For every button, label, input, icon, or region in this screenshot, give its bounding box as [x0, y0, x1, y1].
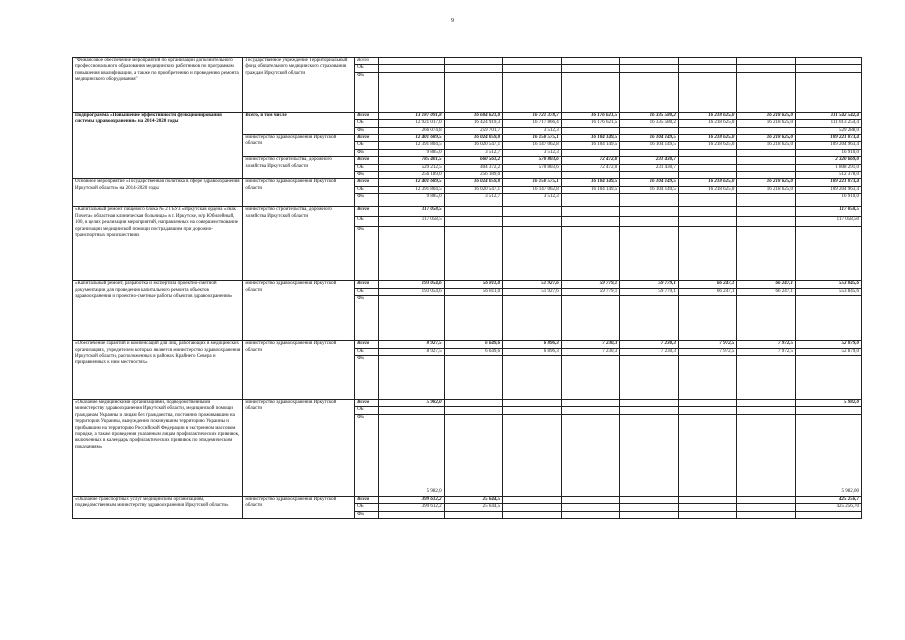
funding-source-label: ОБ	[355, 407, 378, 414]
activity-description: «Оказание транспортных услуг медицинским организациям, подведомственным министерству здравоохранения Иркутской области»	[73, 496, 243, 518]
activity-description: "Финансовое обеспечение мероприятий по организации дополнительного профессионального образования медицинских работников по программам повышения квалификации, а также по приобретению и проведению ремонта медицинского оборудования"	[73, 58, 243, 113]
amount-cell	[620, 511, 679, 518]
table-row	[73, 281, 862, 288]
amount-cell	[378, 72, 444, 112]
amount-cell	[561, 296, 620, 341]
amount-cell	[503, 355, 562, 399]
amount-cell: 7 230,3	[561, 348, 620, 355]
amount-cell: 404 372,2	[444, 164, 503, 171]
amount-cell: 109 221 873,4	[795, 179, 861, 186]
amount-cell	[378, 227, 444, 281]
amount-cell: 51 927,6	[503, 288, 562, 295]
executor-cell: министерство здравоохранения Иркутской области	[243, 179, 355, 207]
funding-source-label: ОБ	[355, 348, 378, 355]
funding-source-label: Всего	[355, 58, 378, 65]
amount-cell	[561, 65, 620, 72]
amount-cell	[737, 504, 796, 511]
amount-cell: 16 335 580,2	[620, 112, 679, 119]
amount-cell: 3 512,3	[503, 194, 562, 207]
amount-cell: 16 218 625,0	[737, 179, 796, 186]
amount-cell: 5 982,0	[378, 399, 444, 406]
funding-source-label: ОБ	[355, 504, 378, 511]
amount-cell: 2 320 669,0	[795, 157, 861, 164]
amount-cell	[737, 194, 796, 207]
amount-cell	[620, 496, 679, 503]
amount-cell	[444, 511, 503, 518]
amount-cell: 66 247,1	[737, 288, 796, 295]
amount-cell: 3 512,7	[444, 194, 503, 207]
amount-cell: 16 104 149,5	[561, 135, 620, 142]
amount-cell: 7 972,5	[737, 341, 796, 348]
amount-cell: 256 189,0	[378, 172, 444, 179]
amount-cell	[561, 72, 620, 112]
amount-cell: 399 612,2	[378, 504, 444, 511]
activity-description: Основное мероприятие «Государственная политика в сфере здравоохранения Иркутской области» на 2014-2020 годы	[73, 179, 243, 207]
funding-source-label: ФБ	[355, 355, 378, 399]
amount-cell	[503, 58, 562, 65]
amount-cell: 425 256,70	[795, 504, 861, 511]
amount-cell	[620, 414, 679, 496]
funding-source-label: ОБ	[355, 217, 378, 227]
funding-source-label: ФБ	[355, 72, 378, 112]
amount-cell: 425 256,7	[795, 496, 861, 503]
amount-cell	[795, 58, 861, 65]
amount-cell	[620, 207, 679, 217]
amount-cell	[678, 172, 737, 179]
executor-cell: министерство здравоохранения Иркутской области	[243, 341, 355, 400]
amount-cell	[561, 207, 620, 217]
amount-cell: 16 717 866,4	[503, 120, 562, 127]
amount-cell	[795, 407, 861, 414]
funding-source-label: ОБ	[355, 120, 378, 127]
amount-cell: 109 221 873,4	[795, 135, 861, 142]
amount-cell	[378, 58, 444, 65]
funding-source-label: Всего	[355, 179, 378, 186]
amount-cell: 16 176 621,5	[561, 112, 620, 119]
amount-cell: 553 845,6	[795, 288, 861, 295]
amount-cell: 7 972,5	[737, 348, 796, 355]
amount-cell: 6 649,6	[444, 348, 503, 355]
amount-cell: 399 612,2	[378, 496, 444, 503]
amount-cell	[737, 149, 796, 156]
executor-cell: министерство здравоохранения Иркутской области	[243, 135, 355, 157]
funding-source-label: ОБ	[355, 164, 378, 171]
amount-cell: 529 212,5	[378, 164, 444, 171]
amount-cell	[737, 407, 796, 414]
amount-cell	[503, 72, 562, 112]
funding-source-label: ФБ	[355, 227, 378, 281]
amount-cell	[620, 227, 679, 281]
amount-cell	[444, 407, 503, 414]
activity-description: «Обеспечение гарантий и компенсаций для лиц, работающих в медицинских организациях, учредителем которых является министерство здравоохранения Иркутской области, расположенных в районах Крайнего Севера и приравненных к ним местностях»	[73, 341, 243, 400]
amount-cell: 16 176 621,5	[561, 120, 620, 127]
amount-cell	[678, 149, 737, 156]
amount-cell: 16 020 547,1	[444, 186, 503, 193]
amount-cell	[378, 65, 444, 72]
funding-source-label: ФБ	[355, 296, 378, 341]
amount-cell: 52 879,0	[795, 348, 861, 355]
amount-cell	[795, 296, 861, 341]
amount-cell	[561, 496, 620, 503]
amount-cell: 59 779,1	[561, 288, 620, 295]
amount-cell: 8 927,5	[378, 341, 444, 348]
amount-cell: 16 104 149,5	[620, 179, 679, 186]
amount-cell	[678, 296, 737, 341]
amount-cell: 7 230,3	[620, 341, 679, 348]
amount-cell: 512 378,0	[795, 172, 861, 179]
amount-cell: 16 104 149,5	[620, 142, 679, 149]
amount-cell: 5 982,0	[378, 414, 444, 496]
amount-cell: 570 803,6	[503, 157, 562, 164]
funding-source-label: Всего	[355, 135, 378, 142]
amount-cell	[378, 407, 444, 414]
amount-cell: 16 218 625,0	[678, 120, 737, 127]
amount-cell	[678, 157, 737, 164]
funding-source-label: Всего	[355, 207, 378, 217]
amount-cell	[737, 72, 796, 112]
amount-cell	[620, 194, 679, 207]
amount-cell: 5 982,00	[795, 414, 861, 496]
amount-cell: 109 204 963,4	[795, 186, 861, 193]
funding-source-label: ФБ	[355, 172, 378, 179]
funding-source-label: ОБ	[355, 288, 378, 295]
executor-cell: министерство здравоохранения Иркутской области	[243, 399, 355, 496]
amount-cell: 16 150 575,1	[503, 135, 562, 142]
amount-cell	[678, 58, 737, 65]
amount-cell: 66 247,1	[737, 281, 796, 288]
amount-cell	[678, 72, 737, 112]
executor-cell: министерство здравоохранения Иркутской области	[243, 281, 355, 341]
amount-cell	[503, 172, 562, 179]
amount-cell: 16 910,0	[795, 149, 861, 156]
amount-cell: 193 054,6	[378, 281, 444, 288]
amount-cell: 16 150 575,1	[503, 179, 562, 186]
amount-cell	[795, 65, 861, 72]
amount-cell: 59 779,1	[620, 288, 679, 295]
amount-cell	[620, 127, 679, 134]
amount-cell	[503, 65, 562, 72]
amount-cell: 16 218 625,0	[678, 112, 737, 119]
amount-cell: 109 204 963,4	[795, 142, 861, 149]
amount-cell	[678, 227, 737, 281]
amount-cell: 3 512,3	[503, 149, 562, 156]
amount-cell: 7 972,5	[678, 348, 737, 355]
amount-cell	[561, 194, 620, 207]
amount-cell: 117 058,50	[795, 217, 861, 227]
amount-cell: 5 982,0	[795, 399, 861, 406]
amount-cell	[737, 227, 796, 281]
amount-cell	[378, 511, 444, 518]
amount-cell: 1 808 291,0	[795, 164, 861, 171]
amount-cell: 16 335 580,2	[620, 120, 679, 127]
amount-cell: 12 401 689,5	[378, 179, 444, 186]
amount-cell	[561, 217, 620, 227]
amount-cell: 256 189,0	[444, 172, 503, 179]
amount-cell: 16 147 062,8	[503, 186, 562, 193]
amount-cell: 12 391 804,5	[378, 186, 444, 193]
amount-cell: 16 024 059,8	[444, 135, 503, 142]
table-row	[73, 341, 862, 348]
amount-cell	[737, 355, 796, 399]
amount-cell	[444, 207, 503, 217]
amount-cell	[444, 296, 503, 341]
amount-cell: 7 230,3	[620, 348, 679, 355]
amount-cell	[444, 58, 503, 65]
amount-cell	[620, 172, 679, 179]
amount-cell	[620, 72, 679, 112]
amount-cell	[444, 414, 503, 496]
amount-cell	[620, 355, 679, 399]
amount-cell	[444, 399, 503, 406]
amount-cell: 25 644,5	[444, 496, 503, 503]
amount-cell	[678, 504, 737, 511]
amount-cell	[795, 355, 861, 399]
funding-source-label: Всего	[355, 112, 378, 119]
amount-cell: 266 074,8	[378, 127, 444, 134]
funding-source-label: ФБ	[355, 149, 378, 156]
amount-cell	[737, 399, 796, 406]
amount-cell	[737, 217, 796, 227]
amount-cell: 12 401 689,5	[378, 135, 444, 142]
amount-cell	[503, 217, 562, 227]
amount-cell: 56 811,0	[444, 281, 503, 288]
amount-cell: 16 218 625,0	[737, 142, 796, 149]
amount-cell	[737, 296, 796, 341]
table-row	[73, 207, 862, 217]
amount-cell	[444, 72, 503, 112]
amount-cell	[503, 496, 562, 503]
table-row	[73, 496, 862, 503]
amount-cell: 59 779,1	[561, 281, 620, 288]
amount-cell: 16 147 062,8	[503, 142, 562, 149]
amount-cell	[737, 65, 796, 72]
amount-cell: 59 779,1	[620, 281, 679, 288]
table-row	[73, 399, 862, 406]
activity-description: «Оказание медицинскими организациями, подведомственными министерству здравоохранения Иркутской области, медицинской помощи гражданам Украины и лицам без гражданства, постоянно проживавшим на территории Украины, вынужденно покинувшим территорию Украины и прибывшим на территорию Российской Федерации в экстренном массовом порядке, а также проведения указанным лицам профилактических прививок, включенных в календарь профилактических прививок по эпидемическим показаниям»	[73, 399, 243, 496]
amount-cell	[503, 511, 562, 518]
executor-cell: министерство строительства, дорожного хозяйства Иркутской области	[243, 207, 355, 281]
amount-cell: 117 058,5	[378, 207, 444, 217]
amount-cell	[795, 72, 861, 112]
amount-cell	[561, 58, 620, 65]
amount-cell: 16 721 378,7	[503, 112, 562, 119]
amount-cell: 72 472,0	[561, 164, 620, 171]
amount-cell: 6 896,3	[503, 341, 562, 348]
executor-cell: министерство здравоохранения Иркутской области	[243, 496, 355, 518]
amount-cell	[678, 511, 737, 518]
amount-cell	[737, 496, 796, 503]
funding-source-label: ФБ	[355, 511, 378, 518]
amount-cell: 193 054,6	[378, 288, 444, 295]
amount-cell	[737, 164, 796, 171]
amount-cell: 16 218 625,0	[678, 142, 737, 149]
amount-cell: 52 879,0	[795, 341, 861, 348]
amount-cell: 16 218 625,0	[737, 112, 796, 119]
amount-cell	[561, 227, 620, 281]
amount-cell	[678, 65, 737, 72]
page-number: 9	[451, 18, 454, 24]
amount-cell	[378, 296, 444, 341]
funding-source-label: ФБ	[355, 414, 378, 496]
amount-cell: 66 247,1	[678, 288, 737, 295]
amount-cell	[620, 296, 679, 341]
amount-cell	[678, 217, 737, 227]
amount-cell: 56 811,0	[444, 288, 503, 295]
amount-cell: 3 512,7	[444, 149, 503, 156]
budget-table	[72, 57, 862, 519]
amount-cell: 570 803,6	[503, 164, 562, 171]
funding-source-label: ОБ	[355, 186, 378, 193]
amount-cell: 66 247,1	[678, 281, 737, 288]
amount-cell: 7 230,3	[561, 341, 620, 348]
amount-cell: 117 058,5	[378, 217, 444, 227]
amount-cell	[503, 414, 562, 496]
amount-cell	[678, 496, 737, 503]
amount-cell	[503, 399, 562, 406]
amount-cell: 16 218 625,0	[678, 186, 737, 193]
amount-cell	[620, 217, 679, 227]
amount-cell	[620, 399, 679, 406]
amount-cell: 16 218 625,0	[737, 186, 796, 193]
funding-source-label: ОБ	[355, 142, 378, 149]
amount-cell: 16 218 625,0	[678, 179, 737, 186]
amount-cell	[378, 355, 444, 399]
amount-cell: 16 104 149,5	[620, 186, 679, 193]
amount-cell	[561, 355, 620, 399]
amount-cell: 9 885,0	[378, 149, 444, 156]
funding-source-label: Всего	[355, 399, 378, 406]
amount-cell	[503, 207, 562, 217]
amount-cell: 231 430,7	[620, 157, 679, 164]
amount-cell	[561, 172, 620, 179]
amount-cell	[620, 504, 679, 511]
amount-cell	[795, 227, 861, 281]
amount-cell	[678, 194, 737, 207]
amount-cell	[503, 296, 562, 341]
amount-cell: 72 472,0	[561, 157, 620, 164]
amount-cell	[737, 58, 796, 65]
amount-cell: 16 218 625,0	[678, 135, 737, 142]
amount-cell	[678, 127, 737, 134]
executor-cell: Государственное учреждение Территориальный фонд обязательного медицинского страхования граждан Иркутской области	[243, 58, 355, 113]
funding-source-label: Всего	[355, 281, 378, 288]
amount-cell	[620, 407, 679, 414]
amount-cell: 12 921 017,0	[378, 120, 444, 127]
amount-cell: 16 020 547,1	[444, 142, 503, 149]
amount-cell	[444, 65, 503, 72]
amount-cell	[678, 164, 737, 171]
amount-cell	[561, 504, 620, 511]
amount-cell: 8 927,5	[378, 348, 444, 355]
executor-cell: министерство строительства, дорожного хозяйства Иркутской области	[243, 157, 355, 179]
amount-cell	[444, 217, 503, 227]
amount-cell: 111 013 254,4	[795, 120, 861, 127]
funding-source-label: ФБ	[355, 127, 378, 134]
amount-cell: 9 885,0	[378, 194, 444, 207]
funding-source-label: ФБ	[355, 194, 378, 207]
amount-cell	[737, 207, 796, 217]
amount-cell: 16 104 149,5	[620, 135, 679, 142]
activity-description: «Капитальный ремонт, разработка и экспертиза проектно-сметной документации для проведения капитального ремонта объектов здравоохранения и проектно-сметные работы объектов здравоохранения»	[73, 281, 243, 341]
amount-cell: 6 649,6	[444, 341, 503, 348]
activity-description: Подпрограмма «Повышение эффективности функционирования системы здравоохранения» на 2014-2020 годы	[73, 112, 243, 179]
amount-cell	[737, 127, 796, 134]
amount-cell	[561, 414, 620, 496]
amount-cell	[561, 149, 620, 156]
amount-cell: 529 288,0	[795, 127, 861, 134]
amount-cell: 51 927,6	[503, 281, 562, 288]
amount-cell	[503, 407, 562, 414]
amount-cell	[737, 172, 796, 179]
amount-cell: 16 024 059,8	[444, 179, 503, 186]
amount-cell: 25 644,5	[444, 504, 503, 511]
amount-cell	[561, 399, 620, 406]
amount-cell	[678, 355, 737, 399]
amount-cell: 16 104 149,5	[561, 142, 620, 149]
amount-cell: 553 845,6	[795, 281, 861, 288]
amount-cell	[678, 399, 737, 406]
amount-cell	[561, 511, 620, 518]
amount-cell	[795, 511, 861, 518]
executor-cell: Всего, в том числе	[243, 112, 355, 134]
amount-cell	[737, 157, 796, 164]
amount-cell: 16 684 621,0	[444, 112, 503, 119]
amount-cell: 259 701,7	[444, 127, 503, 134]
activity-description: «Капитальный ремонт пищевого блока № 2 ГБУЗ «Иркутская ордена «Знак Почета» областная клиническая больница» в г. Иркутске, м/р Юбилейный, 100, в целях реализации мероприятий, направленных на совершенствование организации медицинской помощи пострадавшим при дорожно-транспортных происшествиях	[73, 207, 243, 281]
amount-cell	[737, 414, 796, 496]
amount-cell: 16 218 625,0	[737, 135, 796, 142]
amount-cell	[503, 227, 562, 281]
funding-source-label: Всего	[355, 496, 378, 503]
amount-cell: 16 104 149,5	[561, 179, 620, 186]
amount-cell	[678, 207, 737, 217]
amount-cell: 785 401,5	[378, 157, 444, 164]
amount-cell: 16 104 149,5	[561, 186, 620, 193]
amount-cell	[678, 414, 737, 496]
amount-cell	[620, 65, 679, 72]
table-row	[73, 58, 862, 65]
amount-cell	[620, 149, 679, 156]
amount-cell: 16 910,0	[795, 194, 861, 207]
amount-cell	[503, 504, 562, 511]
funding-source-label: ОБ	[355, 65, 378, 72]
amount-cell: 3 512,3	[503, 127, 562, 134]
amount-cell: 7 972,5	[678, 341, 737, 348]
amount-cell: 12 391 804,5	[378, 142, 444, 149]
table-row	[73, 112, 862, 119]
table-row	[73, 179, 862, 186]
funding-source-label: Всего	[355, 157, 378, 164]
funding-source-label: Всего	[355, 341, 378, 348]
amount-cell	[561, 407, 620, 414]
amount-cell: 6 896,3	[503, 348, 562, 355]
amount-cell: 16 424 919,3	[444, 120, 503, 127]
amount-cell	[444, 355, 503, 399]
amount-cell	[678, 407, 737, 414]
amount-cell	[737, 511, 796, 518]
amount-cell: 16 218 625,0	[737, 120, 796, 127]
amount-cell: 111 542 542,4	[795, 112, 861, 119]
amount-cell: 231 430,7	[620, 164, 679, 171]
amount-cell: 13 187 091,8	[378, 112, 444, 119]
amount-cell	[444, 227, 503, 281]
amount-cell	[620, 58, 679, 65]
amount-cell: 660 561,2	[444, 157, 503, 164]
amount-cell: 117 058,5	[795, 207, 861, 217]
amount-cell	[561, 127, 620, 134]
